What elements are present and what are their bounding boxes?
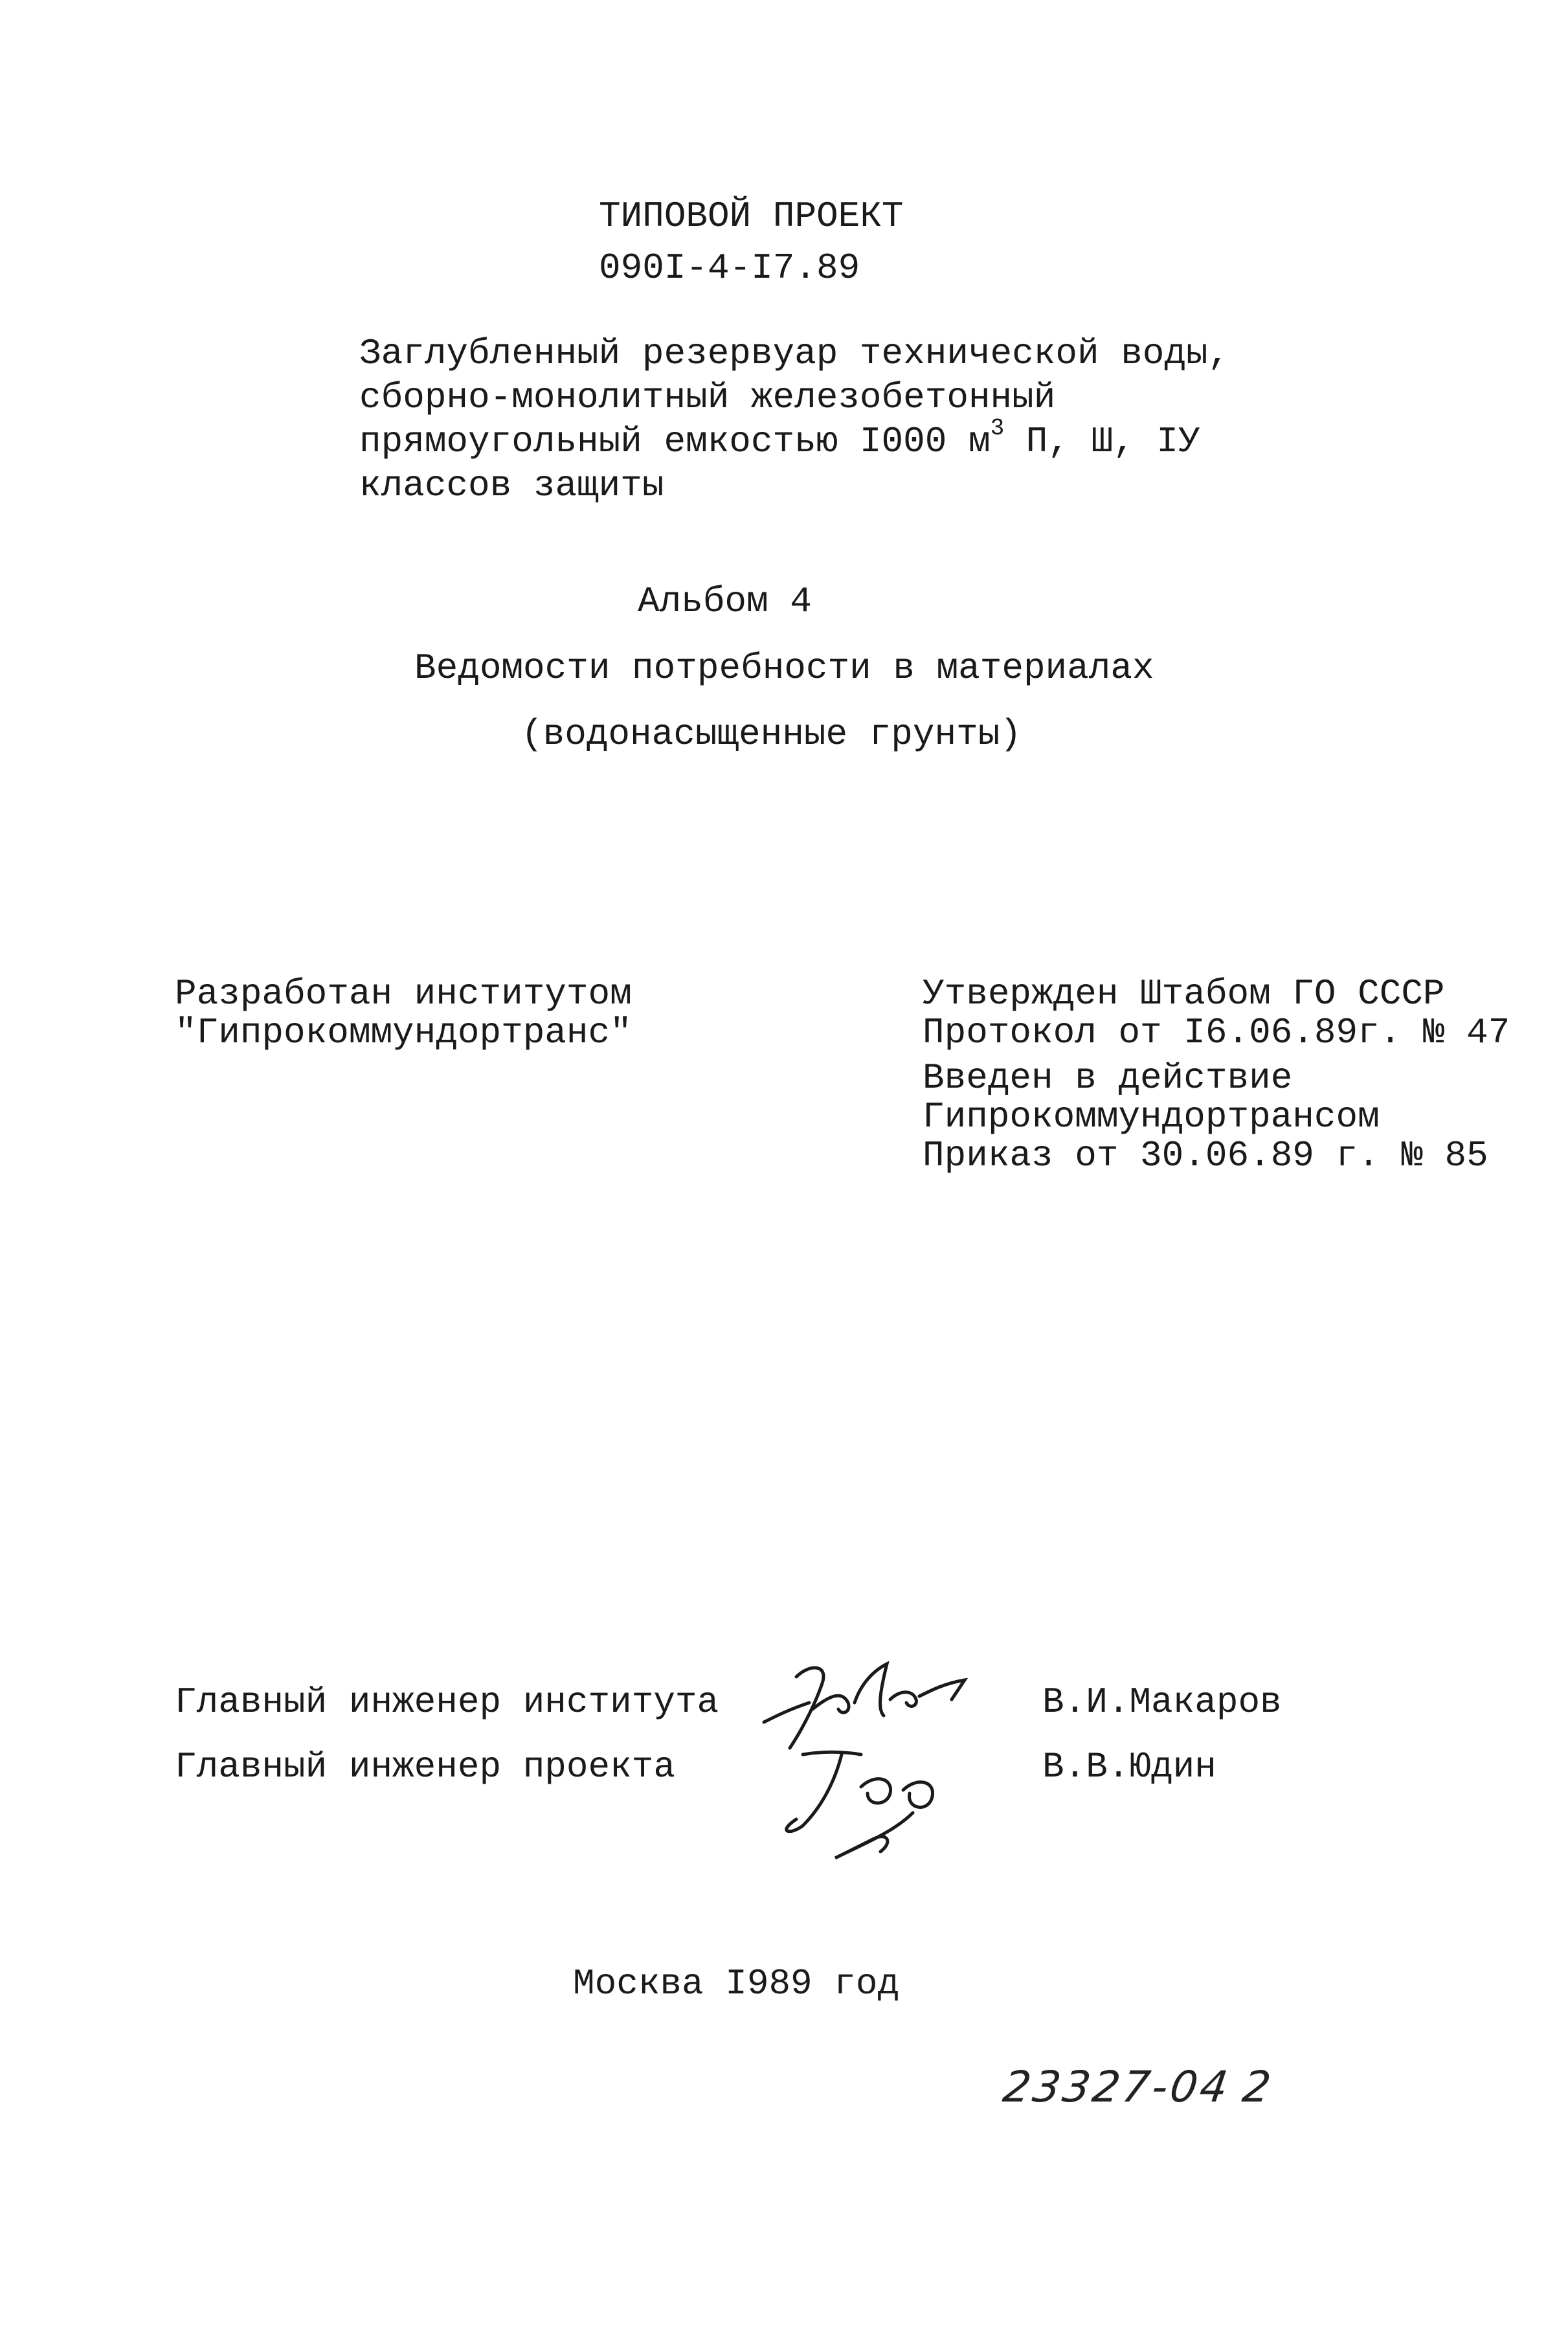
enactment-line-2: Гипрокоммундортрансом (923, 1096, 1380, 1138)
protection-classes: П, Ш, IУ (1004, 421, 1200, 462)
developer-block (175, 974, 632, 1052)
signatory-name-2: В.В.Юдин (1042, 1746, 1216, 1788)
signatory-role-2: Главный инженер проекта (175, 1746, 675, 1788)
album-subtitle: Ведомости потребности в материалах (414, 647, 1154, 689)
signature-yudin (764, 1729, 971, 1871)
page-number: 2 (1239, 2062, 1277, 2112)
project-title-line-3 (359, 415, 1229, 464)
album-label: Альбом 4 (638, 581, 812, 622)
album-note: (водонасыщенные грунты) (521, 713, 1022, 755)
project-title (359, 331, 1229, 508)
project-title-line-2: сборно-монолитный железобетонный (359, 377, 1056, 418)
project-code: 090I-4-I7.89 (599, 247, 860, 289)
approval-line-1: Утвержден Штабом ГО СССР (923, 973, 1445, 1015)
approval-protocol: Протокол от I6.06.89г. № 47 (923, 1012, 1510, 1053)
enactment-block (923, 1059, 1488, 1175)
approval-block (923, 974, 1510, 1052)
enactment-order: Приказ от 30.06.89 г. № 85 (923, 1135, 1488, 1176)
project-title-line-4: классов защиты (359, 465, 664, 506)
developer-line-1: Разработан институтом (175, 973, 632, 1015)
city-year: Москва I989 год (573, 1963, 900, 2004)
inventory-number: 23327-04 (1000, 2062, 1234, 2112)
developer-institute: "Гипрокоммундортранс" (175, 1012, 632, 1053)
signatory-name-1: В.И.Макаров (1042, 1681, 1282, 1723)
cubic-superscript: 3 (990, 415, 1005, 442)
project-title-line-3-text: прямоугольный емкостью I000 м (359, 421, 991, 462)
project-title-line-1: Заглубленный резервуар технической воды, (359, 333, 1230, 374)
project-type-heading: ТИПОВОЙ ПРОЕКТ (599, 196, 904, 237)
enactment-line-1: Введен в действие (923, 1057, 1293, 1099)
signatory-role-1: Главный инженер института (175, 1681, 719, 1723)
